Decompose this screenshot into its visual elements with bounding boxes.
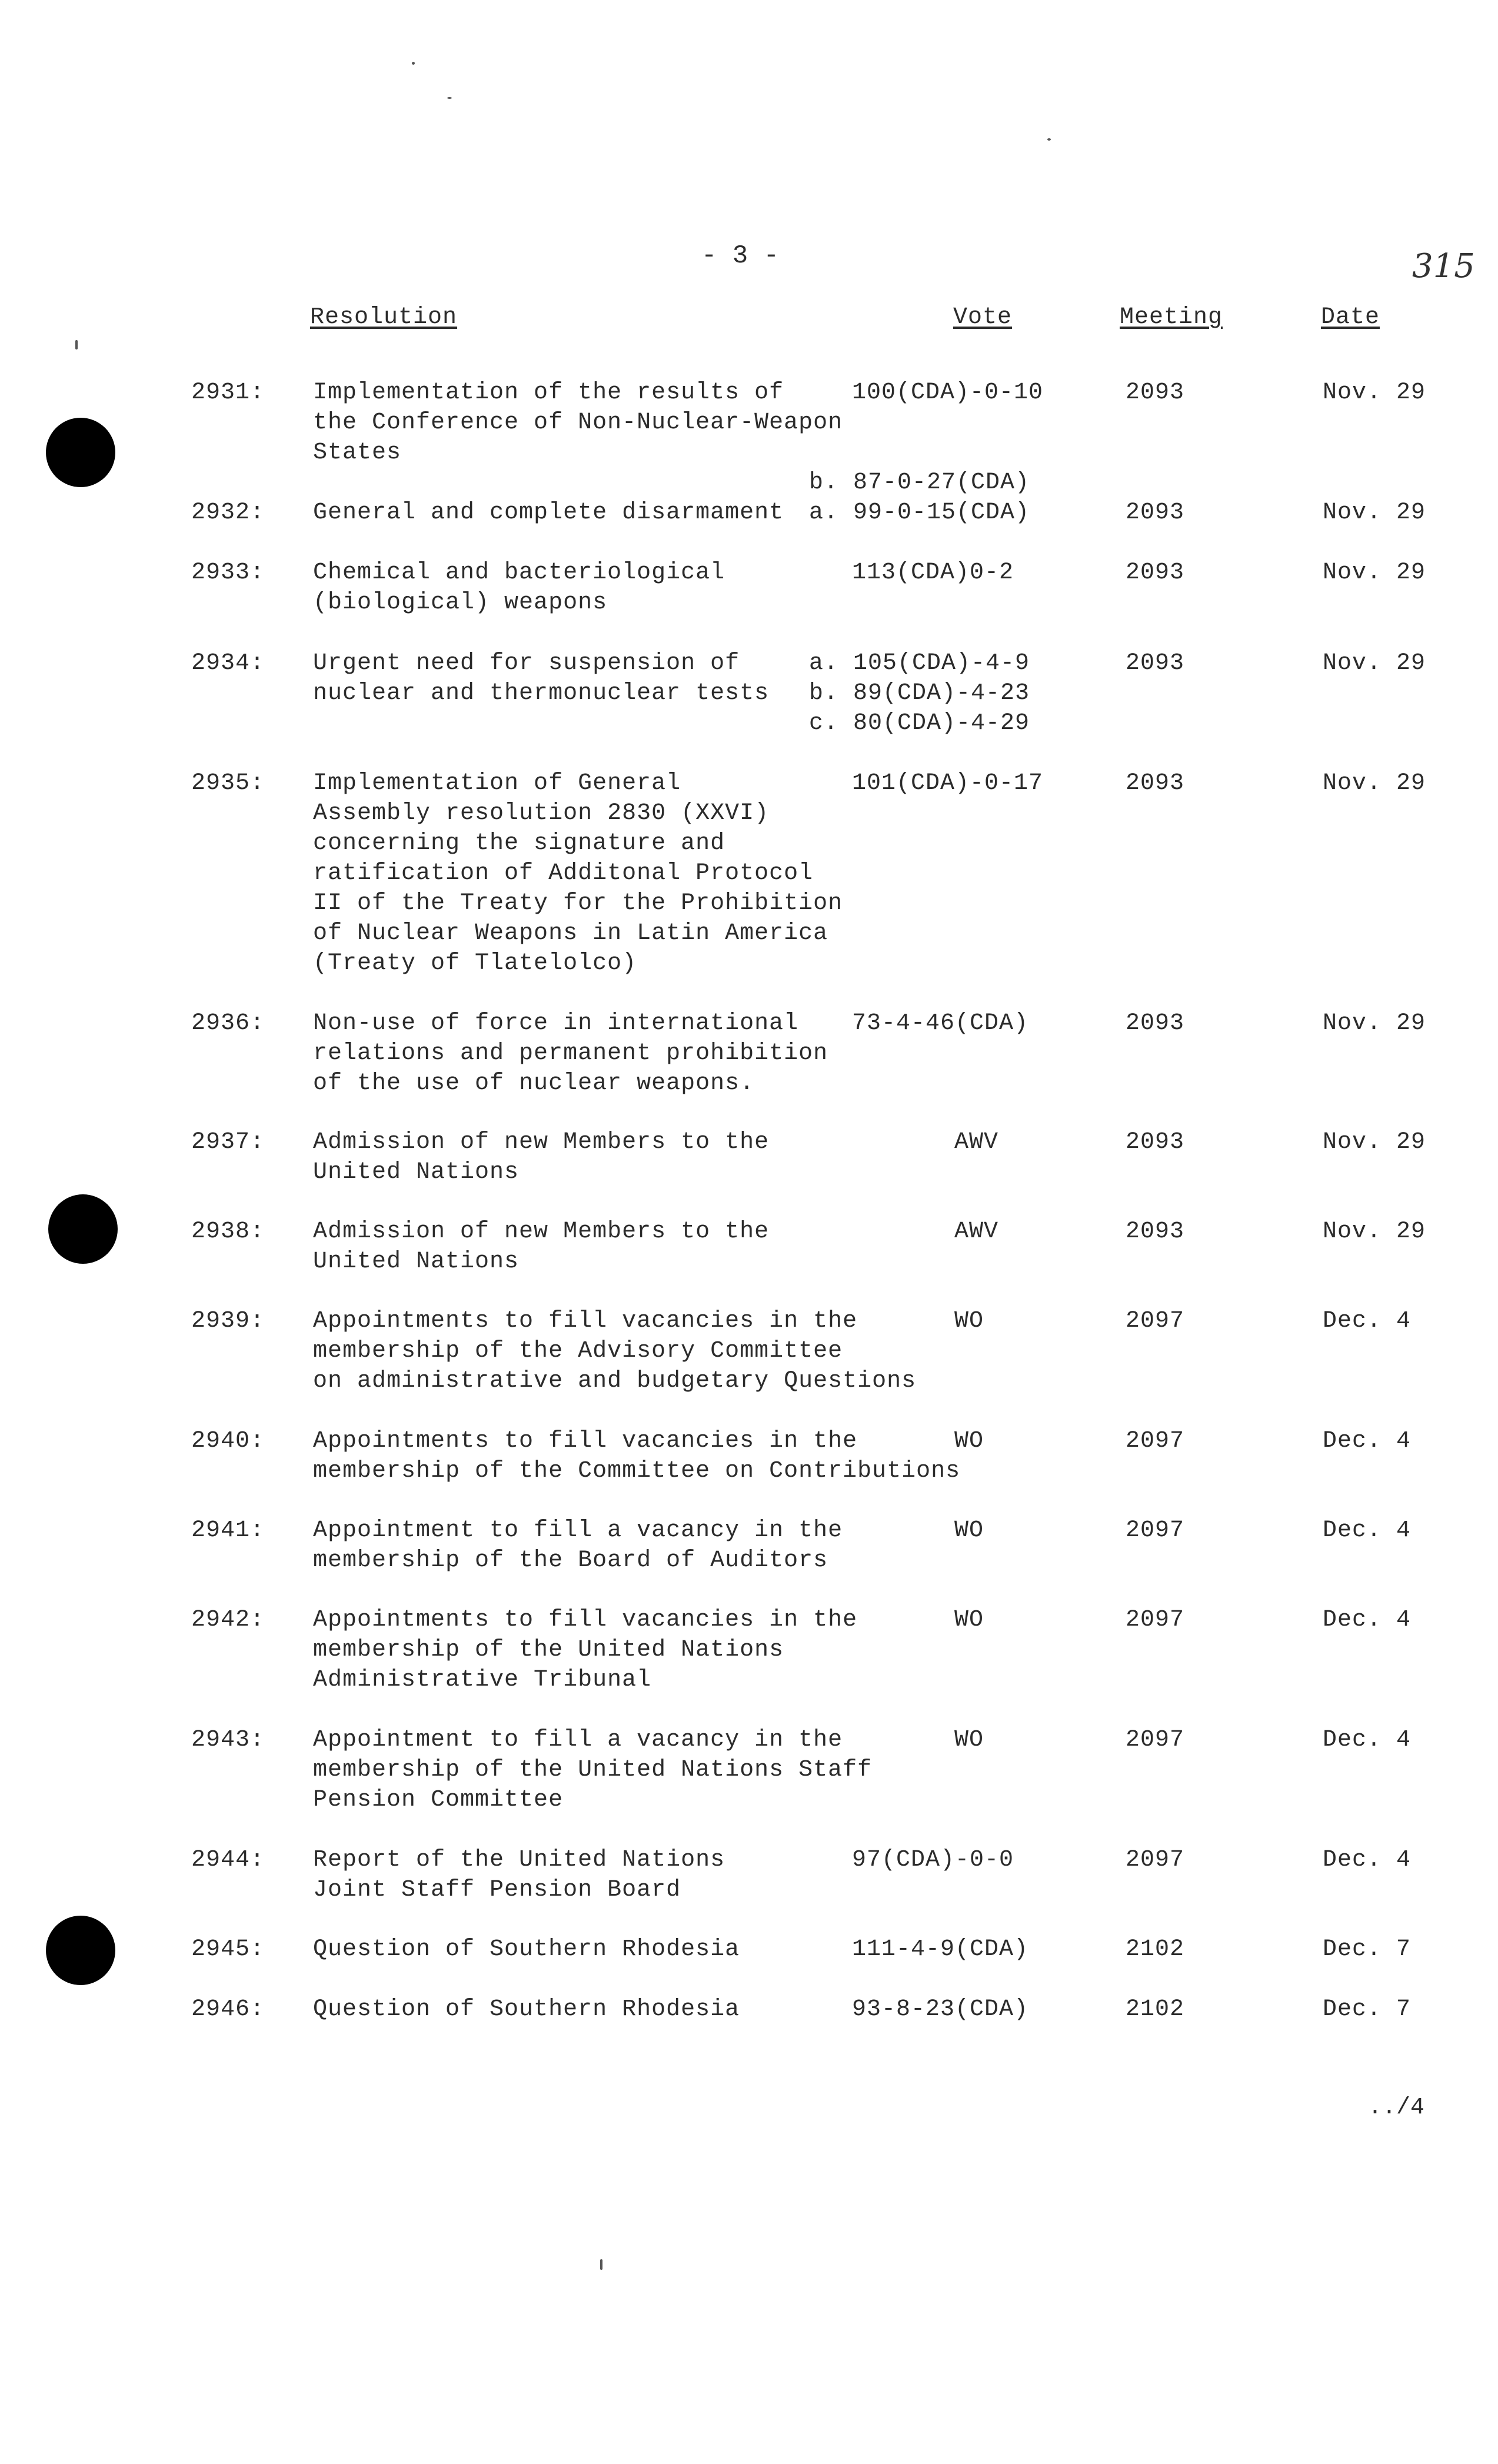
resolution-description-line: Implementation of the results of (313, 379, 784, 406)
meeting-date: Nov. 29 (1323, 1129, 1426, 1156)
resolution-number: 2945: (191, 1936, 265, 1963)
scan-speck (600, 2259, 602, 2270)
resolution-description-line: ratification of Additonal Protocol (313, 860, 814, 887)
vote-result: 113(CDA)0-2 (852, 560, 1014, 586)
resolution-description-line: Question of Southern Rhodesia (313, 1936, 740, 1963)
header-date: Date (1321, 304, 1380, 331)
punch-hole-bottom (46, 1916, 115, 1985)
resolution-description-line: Appointments to fill vacancies in the (313, 1607, 858, 1633)
resolution-description-line: Pension Committee (313, 1787, 564, 1813)
resolution-description-line: membership of the United Nations (313, 1637, 784, 1663)
meeting-date: Nov. 29 (1323, 1010, 1426, 1037)
scan-speck (1047, 138, 1051, 141)
resolution-description-line: membership of the Board of Auditors (313, 1547, 828, 1574)
resolution-number: 2941: (191, 1517, 265, 1544)
resolution-description-line: General and complete disarmament (313, 500, 784, 526)
meeting-number: 2097 (1126, 1517, 1185, 1544)
punch-hole-top (46, 418, 115, 487)
vote-result: a. 99-0-15(CDA) (809, 500, 1030, 526)
meeting-date: Dec. 4 (1323, 1517, 1412, 1544)
scan-speck (75, 340, 78, 349)
vote-result: c. 80(CDA)-4-29 (809, 710, 1030, 737)
meeting-date: Dec. 4 (1323, 1308, 1412, 1334)
resolution-description-line: of Nuclear Weapons in Latin America (313, 920, 828, 947)
meeting-date: Nov. 29 (1323, 650, 1426, 677)
meeting-number: 2093 (1126, 500, 1185, 526)
vote-result: b. 87-0-27(CDA) (809, 470, 1030, 496)
meeting-number: 2097 (1126, 1607, 1185, 1633)
resolution-number: 2937: (191, 1129, 265, 1156)
vote-result: 101(CDA)-0-17 (852, 770, 1044, 797)
header-vote: Vote (953, 304, 1013, 331)
vote-result: a. 105(CDA)-4-9 (809, 650, 1030, 677)
vote-result: WO (954, 1517, 984, 1544)
resolution-description-line: relations and permanent prohibition (313, 1040, 828, 1067)
resolution-description-line: Admission of new Members to the (313, 1129, 770, 1156)
resolution-number: 2931: (191, 379, 265, 406)
meeting-date: Dec. 4 (1323, 1727, 1412, 1753)
meeting-number: 2097 (1126, 1428, 1185, 1454)
meeting-number: 2093 (1126, 1010, 1185, 1037)
meeting-date: Nov. 29 (1323, 1218, 1426, 1245)
resolution-description-line: of the use of nuclear weapons. (313, 1070, 755, 1097)
vote-result: 100(CDA)-0-10 (852, 379, 1044, 406)
resolution-number: 2938: (191, 1218, 265, 1245)
meeting-number: 2093 (1126, 1218, 1185, 1245)
meeting-number: 2097 (1126, 1847, 1185, 1873)
meeting-date: Dec. 4 (1323, 1847, 1412, 1873)
meeting-date: Dec. 4 (1323, 1607, 1412, 1633)
resolution-number: 2944: (191, 1847, 265, 1873)
vote-result: 97(CDA)-0-0 (852, 1847, 1014, 1873)
meeting-number: 2093 (1126, 560, 1185, 586)
resolution-description-line: Report of the United Nations (313, 1847, 725, 1873)
vote-result: AWV (954, 1129, 999, 1156)
resolution-description-line: Administrative Tribunal (313, 1667, 652, 1693)
vote-result: WO (954, 1727, 984, 1753)
meeting-number: 2093 (1126, 770, 1185, 797)
meeting-date: Nov. 29 (1323, 379, 1426, 406)
resolution-number: 2943: (191, 1727, 265, 1753)
continuation-mark: ../4 (1368, 2095, 1425, 2121)
resolution-description-line: membership of the Advisory Committee (313, 1338, 843, 1364)
meeting-number: 2097 (1126, 1727, 1185, 1753)
meeting-date: Nov. 29 (1323, 560, 1426, 586)
meeting-date: Nov. 29 (1323, 500, 1426, 526)
meeting-number: 2093 (1126, 650, 1185, 677)
resolution-description-line: Appointments to fill vacancies in the (313, 1308, 858, 1334)
resolution-number: 2939: (191, 1308, 265, 1334)
vote-result: WO (954, 1308, 984, 1334)
resolution-number: 2940: (191, 1428, 265, 1454)
resolution-description-line: the Conference of Non-Nuclear-Weapon (313, 409, 843, 436)
meeting-date: Dec. 7 (1323, 1996, 1412, 2023)
meeting-number: 2102 (1126, 1996, 1185, 2023)
meeting-number: 2102 (1126, 1936, 1185, 1963)
resolution-description-line: nuclear and thermonuclear tests (313, 680, 770, 707)
meeting-date: Nov. 29 (1323, 770, 1426, 797)
resolution-number: 2946: (191, 1996, 265, 2023)
resolution-number: 2932: (191, 500, 265, 526)
scan-speck (447, 97, 452, 99)
resolution-description-line: Question of Southern Rhodesia (313, 1996, 740, 2023)
resolution-description-line: Admission of new Members to the (313, 1218, 770, 1245)
scan-speck (412, 62, 415, 65)
resolution-description-line: II of the Treaty for the Prohibition (313, 890, 843, 917)
vote-result: WO (954, 1607, 984, 1633)
resolution-description-line: Chemical and bacteriological (313, 560, 725, 586)
vote-result: 111-4-9(CDA) (852, 1936, 1029, 1963)
resolution-description-line: United Nations (313, 1248, 520, 1275)
meeting-number: 2097 (1126, 1308, 1185, 1334)
resolution-number: 2933: (191, 560, 265, 586)
resolution-description-line: Assembly resolution 2830 (XXVI) (313, 800, 770, 827)
resolution-description-line: Appointment to fill a vacancy in the (313, 1727, 843, 1753)
page-stamp: 315 (1412, 247, 1475, 285)
resolution-description-line: concerning the signature and (313, 830, 725, 857)
meeting-number: 2093 (1126, 1129, 1185, 1156)
resolution-description-line: (biological) weapons (313, 590, 608, 616)
vote-result: b. 89(CDA)-4-23 (809, 680, 1030, 707)
page-number: - 3 - (701, 241, 780, 271)
meeting-number: 2093 (1126, 379, 1185, 406)
resolution-description-line: (Treaty of Tlatelolco) (313, 950, 637, 977)
meeting-date: Dec. 7 (1323, 1936, 1412, 1963)
resolution-description-line: on administrative and budgetary Questions (313, 1368, 917, 1394)
vote-result: AWV (954, 1218, 999, 1245)
resolution-description-line: Non-use of force in international (313, 1010, 799, 1037)
vote-result: 93-8-23(CDA) (852, 1996, 1029, 2023)
vote-result: 73-4-46(CDA) (852, 1010, 1029, 1037)
resolution-number: 2935: (191, 770, 265, 797)
resolution-description-line: Appointment to fill a vacancy in the (313, 1517, 843, 1544)
vote-result: WO (954, 1428, 984, 1454)
resolution-description-line: membership of the Committee on Contributions (313, 1458, 961, 1484)
resolution-number: 2934: (191, 650, 265, 677)
resolution-description-line: Implementation of General (313, 770, 681, 797)
resolution-number: 2936: (191, 1010, 265, 1037)
resolution-description-line: Appointments to fill vacancies in the (313, 1428, 858, 1454)
resolution-description-line: States (313, 439, 402, 466)
header-meeting: Meeting (1120, 304, 1223, 331)
header-resolution: Resolution (310, 304, 458, 331)
resolution-number: 2942: (191, 1607, 265, 1633)
punch-hole-middle (48, 1194, 118, 1264)
resolution-description-line: United Nations (313, 1159, 520, 1186)
resolution-description-line: Joint Staff Pension Board (313, 1877, 681, 1903)
meeting-date: Dec. 4 (1323, 1428, 1412, 1454)
resolution-description-line: membership of the United Nations Staff (313, 1757, 873, 1783)
resolution-description-line: Urgent need for suspension of (313, 650, 740, 677)
